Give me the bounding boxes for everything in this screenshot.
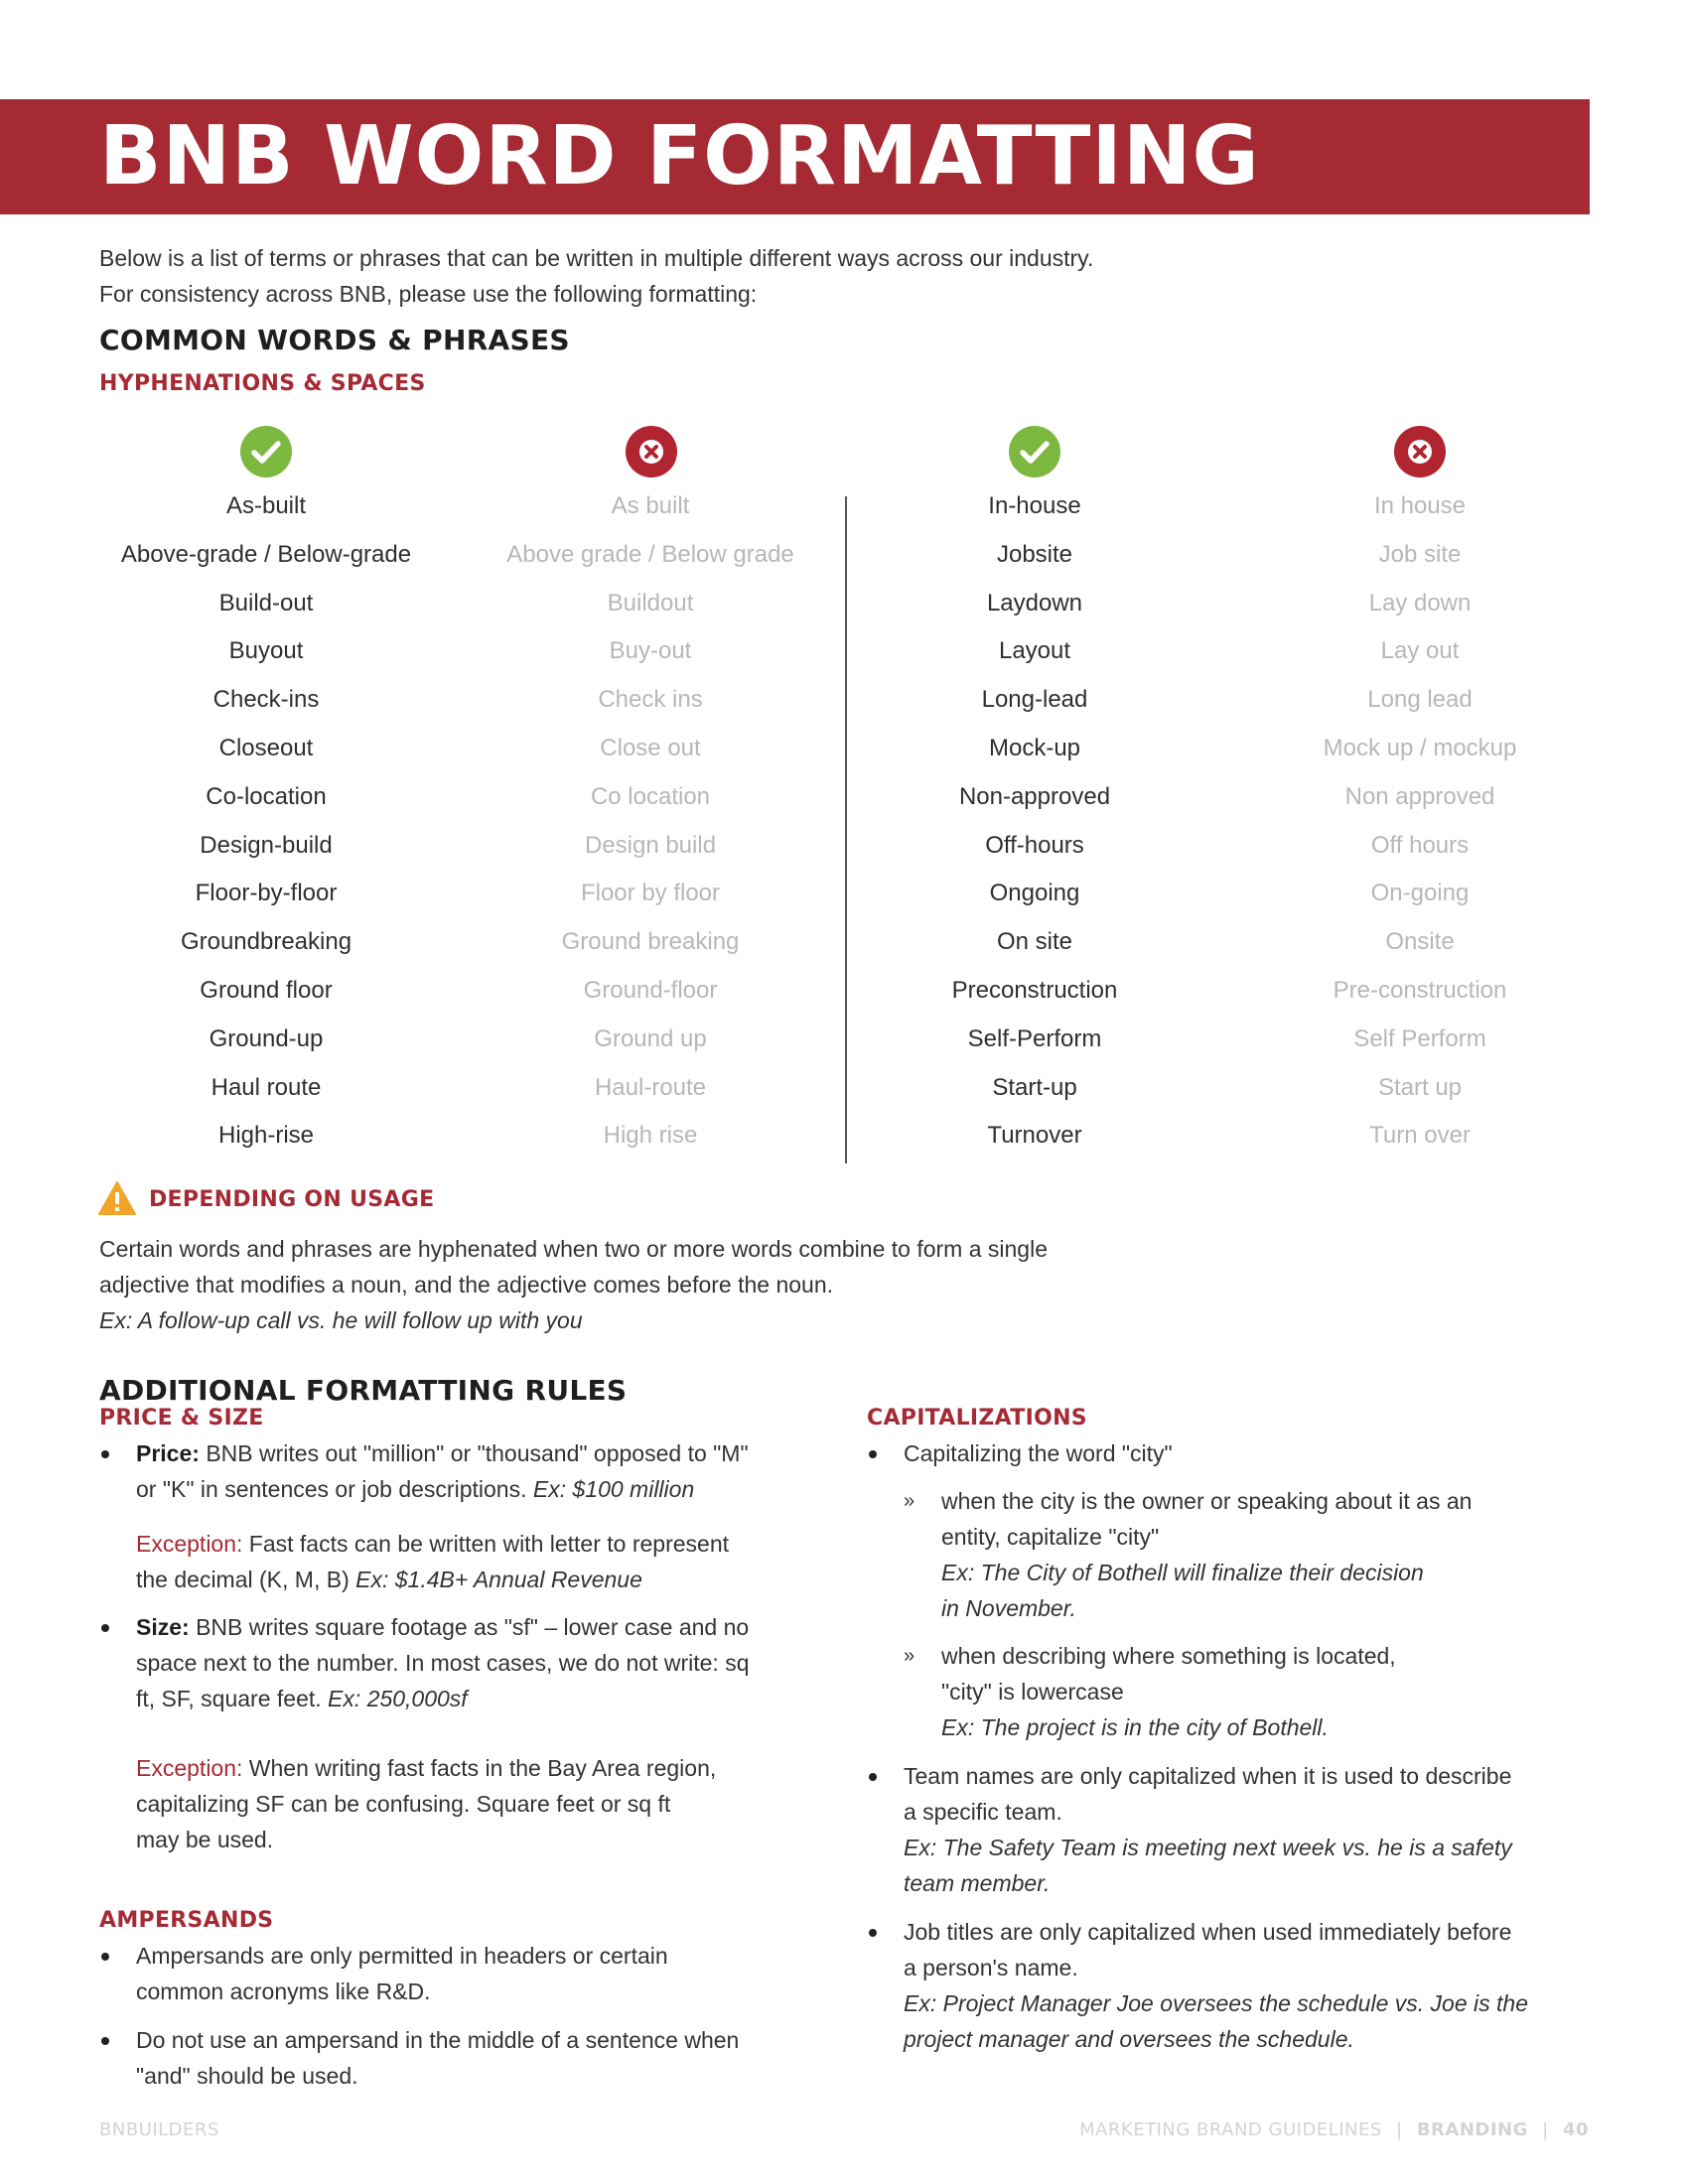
term-right-correct: Preconstruction [951,976,1118,1004]
capitalizations-heading: CAPITALIZATIONS [867,1406,1087,1431]
footer-doc-title: MARKETING BRAND GUIDELINES [1079,2119,1382,2140]
right-correct-column [846,486,1223,1164]
term-left-correct: Ground floor [200,976,333,1004]
intro-line-1: Below is a list of terms or phrases that can be written in multiple different ways across our industry. [99,245,1094,271]
price-rule: Price: BNB writes out "million" or "thousand" opposed to "M" or "K" in sentences or job descriptions. Ex: $100 million Exception: Fast facts can be written with letter to represent the decimal (K, M, B) Ex: $1.4B+ Annual Revenue [99,1435,834,1597]
ampersand-rule-1: Ampersands are only permitted in headers or certain common acronyms like R&D. [99,1938,834,2009]
price-size-list [99,1435,834,1857]
usage-example: Ex: A follow-up call vs. he will follow up with you [99,1307,583,1333]
term-right-incorrect: Turn over [1369,1122,1471,1150]
term-right-incorrect: In house [1373,492,1467,519]
intro-line-2: For consistency across BNB, please use the following formatting: [99,281,758,307]
usage-text [99,1231,1291,1338]
term-right-incorrect: Onsite [1385,928,1455,956]
city-sub-list [904,1483,1602,1745]
term-right-correct: Long-lead [981,686,1088,714]
correct-check-icon [240,426,292,478]
footer-page-info [1079,2119,1589,2140]
team-names-rule: Team names are only capitalized when it is used to describe a specific team. Ex: The Safety Team is meeting next week vs. he is a safety team member. [867,1758,1602,1901]
ampersands-heading: AMPERSANDS [99,1908,274,1933]
term-right-correct: Turnover [987,1122,1082,1150]
term-left-incorrect: Buy-out [609,637,692,665]
term-right-incorrect: Pre-construction [1333,976,1507,1004]
term-right-correct: Jobsite [996,540,1073,568]
title-banner [0,99,1590,214]
common-words-heading: COMMON WORDS & PHRASES [99,324,570,356]
term-left-incorrect: Check ins [598,686,703,714]
term-left-correct: Haul route [211,1073,322,1101]
term-left-incorrect: High rise [603,1122,698,1150]
ampersands-list [99,1938,834,2094]
term-left-incorrect: Ground breaking [561,928,740,956]
term-right-correct: Non-approved [958,782,1111,810]
term-left-correct: Ground-up [209,1024,324,1052]
term-left-incorrect: Ground-floor [583,976,718,1004]
term-left-incorrect: Co location [590,782,711,810]
term-right-incorrect: Lay out [1380,637,1460,665]
term-right-incorrect: Non approved [1344,782,1495,810]
term-right-incorrect: Mock up / mockup [1323,734,1517,761]
price-size-heading: PRICE & SIZE [99,1406,264,1431]
term-right-incorrect: Job site [1378,540,1462,568]
term-left-incorrect: Buildout [607,589,694,616]
depending-on-usage-heading: DEPENDING ON USAGE [149,1187,435,1212]
term-left-correct: Check-ins [212,686,320,714]
term-left-incorrect: Design build [584,831,717,859]
term-right-incorrect: Off hours [1370,831,1470,859]
term-left-correct: Co-location [206,782,327,810]
term-left-correct: Buyout [228,637,304,665]
term-left-incorrect: Close out [600,734,701,761]
term-right-incorrect: On-going [1370,880,1470,907]
term-right-correct: Mock-up [988,734,1081,761]
term-right-correct: In-house [988,492,1081,519]
city-location-rule: » when describing where something is located, "city" is lowercase Ex: The project is in the city of Bothell. [904,1638,1602,1745]
term-left-correct: Floor-by-floor [195,880,338,907]
term-left-correct: As-built [225,492,307,519]
city-owner-rule: » when the city is the owner or speaking about it as an entity, capitalize "city" Ex: The City of Bothell will finalize their decision in November. [904,1483,1602,1626]
term-left-incorrect: As built [611,492,690,519]
right-incorrect-column [1231,486,1609,1164]
term-right-correct: Off-hours [985,831,1084,859]
size-rule: Size: BNB writes square footage as "sf" – lower case and no space next to the number. In most cases, we do not write: sq ft, SF, square feet. Ex: 250,000sf Exception: When writing fast facts in the Bay Area region, capitalizing SF can be confusing. Square feet or sq ft may be used. [99,1609,834,1857]
term-left-correct: Closeout [218,734,314,761]
term-left-correct: Groundbreaking [180,928,352,956]
term-right-incorrect: Start up [1377,1073,1463,1101]
hyphenations-heading: HYPHENATIONS & SPACES [99,371,426,396]
footer-brand: BNBUILDERS [99,2119,219,2140]
term-left-incorrect: Haul-route [594,1073,707,1101]
usage-line-2: adjective that modifies a noun, and the adjective comes before the noun. [99,1272,834,1297]
term-right-correct: Layout [998,637,1071,665]
ampersand-rule-2: Do not use an ampersand in the middle of a sentence when "and" should be used. [99,2022,834,2094]
term-right-incorrect: Lay down [1368,589,1472,616]
term-right-correct: Laydown [986,589,1083,616]
job-titles-rule: Job titles are only capitalized when used immediately before a person's name. Ex: Project Manager Joe oversees the schedule vs. Joe is the project manager and oversees the schedule. [867,1914,1602,2057]
capitalizations-list [867,1435,1602,2057]
usage-line-1: Certain words and phrases are hyphenated when two or more words combine to form a single [99,1236,1048,1262]
footer-section: BRANDING [1416,2119,1528,2140]
term-right-correct: Ongoing [989,880,1080,907]
term-right-correct: Start-up [992,1073,1077,1101]
left-incorrect-column [462,486,839,1164]
term-left-correct: Build-out [218,589,314,616]
term-left-correct: High-rise [217,1122,315,1150]
term-left-incorrect: Above grade / Below grade [506,540,794,568]
term-left-incorrect: Ground up [594,1024,707,1052]
city-rule: Capitalizing the word "city" » when the city is the owner or speaking about it as an entity, capitalize "city" Ex: The City of Bothell will finalize their decision in November. » when describing where something is located, "city" is lowercase Ex: The project is in the city of Bothell. [867,1435,1602,1745]
page-title: BNB WORD FORMATTING [99,109,1260,204]
footer-separator: | [1396,2119,1403,2140]
term-right-correct: Self-Perform [967,1024,1102,1052]
incorrect-x-icon [626,426,677,478]
term-right-correct: On site [996,928,1073,956]
term-left-correct: Above-grade / Below-grade [120,540,412,568]
additional-rules-heading: ADDITIONAL FORMATTING RULES [99,1374,628,1407]
warning-icon [98,1181,136,1215]
term-left-incorrect: Floor by floor [580,880,721,907]
left-correct-column [77,486,455,1164]
term-left-correct: Design-build [200,831,333,859]
correct-check-icon [1009,426,1060,478]
intro-text [99,240,1390,312]
incorrect-x-icon [1394,426,1446,478]
footer-page-number: 40 [1562,2119,1589,2140]
term-right-incorrect: Self Perform [1353,1024,1486,1052]
term-right-incorrect: Long lead [1367,686,1473,714]
footer-separator: | [1542,2119,1549,2140]
